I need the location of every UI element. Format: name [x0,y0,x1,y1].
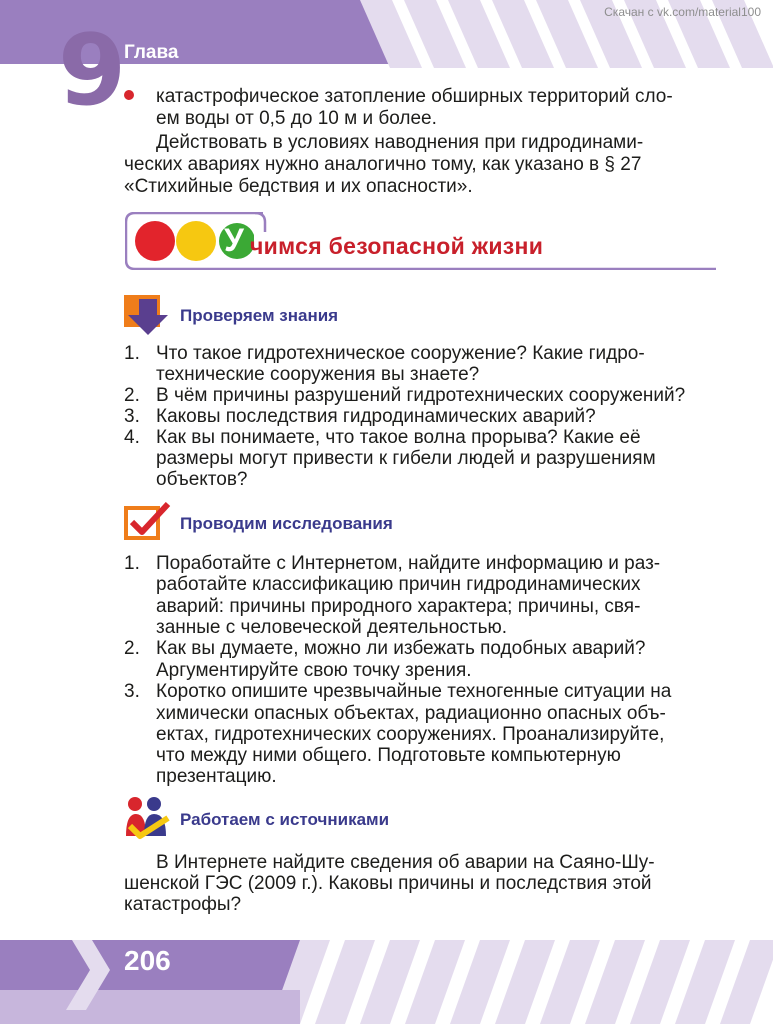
intro-bullet-line: ем воды от 0,5 до 10 м и более. [156,108,437,129]
list-item-line: Что такое гидротехническое сооружение? Какие гидро- [156,343,645,364]
section-title-research: Проводим исследования [180,514,393,533]
list-item-line: химически опасных объектах, радиационно опасных объ- [156,703,666,724]
list-item-line: размеры могут привести к гибели людей и разрушениям [156,448,656,469]
list-item-number: 3. [124,406,140,427]
list-item-line: аварий: причины природного характера; причины, свя- [156,596,641,617]
red-circle-icon [135,221,175,261]
intro-paragraph-line: Действовать в условиях наводнения при гидродинами- [156,132,644,153]
intro-paragraph-line: ческих авариях нужно аналогично тому, как указано в § 27 [124,154,642,175]
section-title-sources: Работаем с источниками [180,810,390,829]
section-title-check-knowledge: Проверяем знания [180,306,339,325]
chapter-label: Глава [124,42,179,63]
list-item-number: 1. [124,553,140,574]
list-item-line: Коротко опишите чрезвычайные техногенные ситуации на [156,681,672,702]
footer-stripes [0,940,773,1024]
list-item-number: 2. [124,638,140,659]
sources-people-icon [124,796,174,842]
list-item-line: объектов? [156,469,248,490]
intro-bullet-line: катастрофическое затопление обширных территорий сло- [156,86,673,107]
list-item-line: Поработайте с Интернетом, найдите информацию и раз- [156,553,661,574]
list-item-number: 4. [124,427,140,448]
research-checkbox-icon [124,502,174,542]
list-item-line: технические сооружения вы знаете? [156,364,480,385]
list-item-line: ектах, гидротехнических сооружениях. Проанализируйте, [156,724,665,745]
list-item-line: Как вы думаете, можно ли избежать подобных аварий? [156,638,646,659]
download-credit: Скачан с vk.com/material100 [604,5,761,19]
sources-text-line: В Интернете найдите сведения об аварии на Саяно-Шу- [156,852,655,873]
list-item-line: В чём причины разрушений гидротехнических сооружений? [156,385,686,406]
list-item-number: 1. [124,343,140,364]
list-item-line: Как вы понимаете, что такое волна прорыва? Какие её [156,427,641,448]
list-item-line: что между ними общего. Подготовьте компьютерную [156,745,621,766]
sources-text-line: катастрофы? [124,894,242,915]
list-item-line: занные с человеческой деятельностью. [156,617,508,638]
list-item-line: Каковы последствия гидродинамических аварий? [156,406,596,427]
list-item-line: работайте классификацию причин гидродинамических [156,574,641,595]
chapter-number: 9 [58,14,125,128]
banner-initial-letter: У [224,222,244,258]
yellow-circle-icon [176,221,216,261]
check-knowledge-icon [124,295,174,337]
intro-paragraph-line: «Стихийные бедствия и их опасности». [124,176,473,197]
bullet-icon [124,90,134,100]
page-number: 206 [124,945,171,976]
banner-title: чимся безопасной жизни [250,233,544,259]
list-item-number: 3. [124,681,140,702]
list-item-line: презентацию. [156,766,277,787]
list-item-number: 2. [124,385,140,406]
list-item-line: Аргументируйте свою точку зрения. [156,660,472,681]
footer-band [0,940,773,1024]
sources-text-line: шенской ГЭС (2009 г.). Каковы причины и последствия этой [124,873,652,894]
